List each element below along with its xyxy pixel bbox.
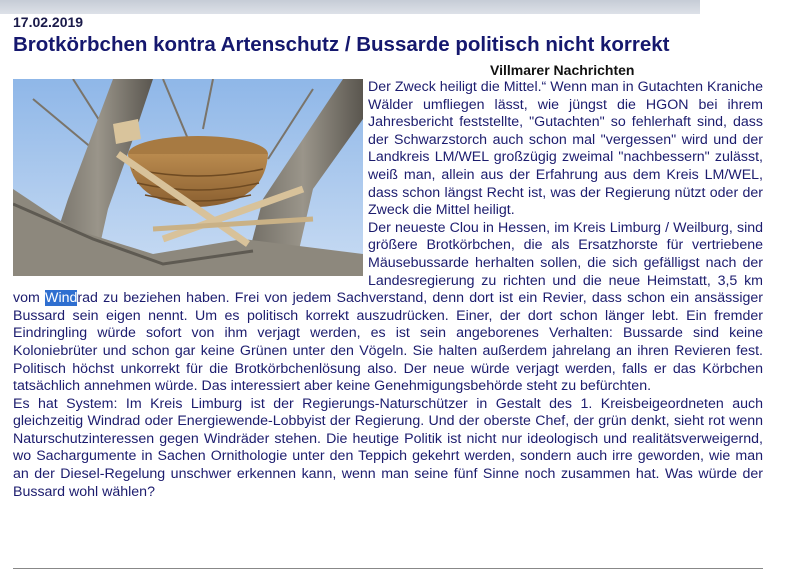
paragraph-1: Der Zweck heiligt die Mittel.“ Wenn man in Gutachten Kraniche Wälder umfliegen lässt, wie jüngst die HGON bei ihrem Jahresbericht feststellte, "Gutachten" so fehlerhaft sind, dass der Schwarzstorch auch schon mal "vergessen" wird und der Landkreis LM/WEL großzügig zweimal "nachbessern" zulässt, weiß man, allein aus der Erfahrung aus dem Kreis LM/WEL, dass schon längst Recht ist, was der Regierung nützt oder der Zweck die Mittel heiligt. [368, 79, 763, 219]
paragraph-2-text-b: rad zu beziehen haben. Frei von jedem Sachverstand, denn dort ist ein Revier, dass schon ein ansässiger Bussard sein eigen nennt. Um es politisch korrekt auszudrücken. Einer, der dort schon länger lebt. Ein fremder Eindringling würde sofort von ihm verjagt werden, es ist sein angeborenes Verhalten: Bussarde sind keine Koloniebrüter und schon gar keine Grünen unter den Vögeln. Sie halten außerdem jahrelang an ihren Revieren fest. Politisch höchst unkorrekt für die Brotkörbchenlösung also. Der neue würde verjagt werden, falls er das Körbchen tatsächlich annehmen würde. Das interessiert aber keine Genehmigungsbehörde steht zu befürchten. [13, 290, 763, 395]
article-photo [13, 79, 363, 276]
top-bar [0, 0, 700, 14]
nest-basket-photo [13, 79, 363, 276]
article-date: 17.02.2019 [13, 14, 84, 30]
article-title: Brotkörbchen kontra Artenschutz / Bussarde politisch nicht korrekt [13, 33, 670, 56]
article-source: Villmarer Nachrichten [490, 62, 635, 78]
paragraph-3: Es hat System: Im Kreis Limburg ist der Regierungs-Naturschützer in Gestalt des 1. Kreisbeigeordneten auch gleichzeitig Windrad oder Energiewende-Lobbyist der Regierung. Und der oberste Chef, der grün denkt, sieht rot wenn Naturschutzinteressen gegen Windräder stehen. Die heutige Politik ist nicht nur ideologisch und realitätsverweigernd, wo Sachargumente in Sachen Ornithologie unter den Teppich gekehrt werden, sondern auch irre geworden, wie man an der Diesel-Regelung unschwer erkennen kann, wenn man seine fünf Sinne noch zusammen hat. Was würde der Bussard wohl wählen? [13, 395, 763, 500]
bottom-divider [13, 568, 763, 569]
article-body [13, 79, 763, 501]
paragraph-2-text-a: Der neueste Clou in Hessen, im Kreis Limburg / Weilburg, sind größere Brotkörbchen, die als Ersatzhorste für vertriebene Mäusebussarde herhalten sollen, die sich gefälligst nach der Landesregierung zu richten und die neue Heimstatt, 3,5 km vom [13, 219, 763, 307]
selected-text[interactable]: Wind [45, 290, 78, 307]
